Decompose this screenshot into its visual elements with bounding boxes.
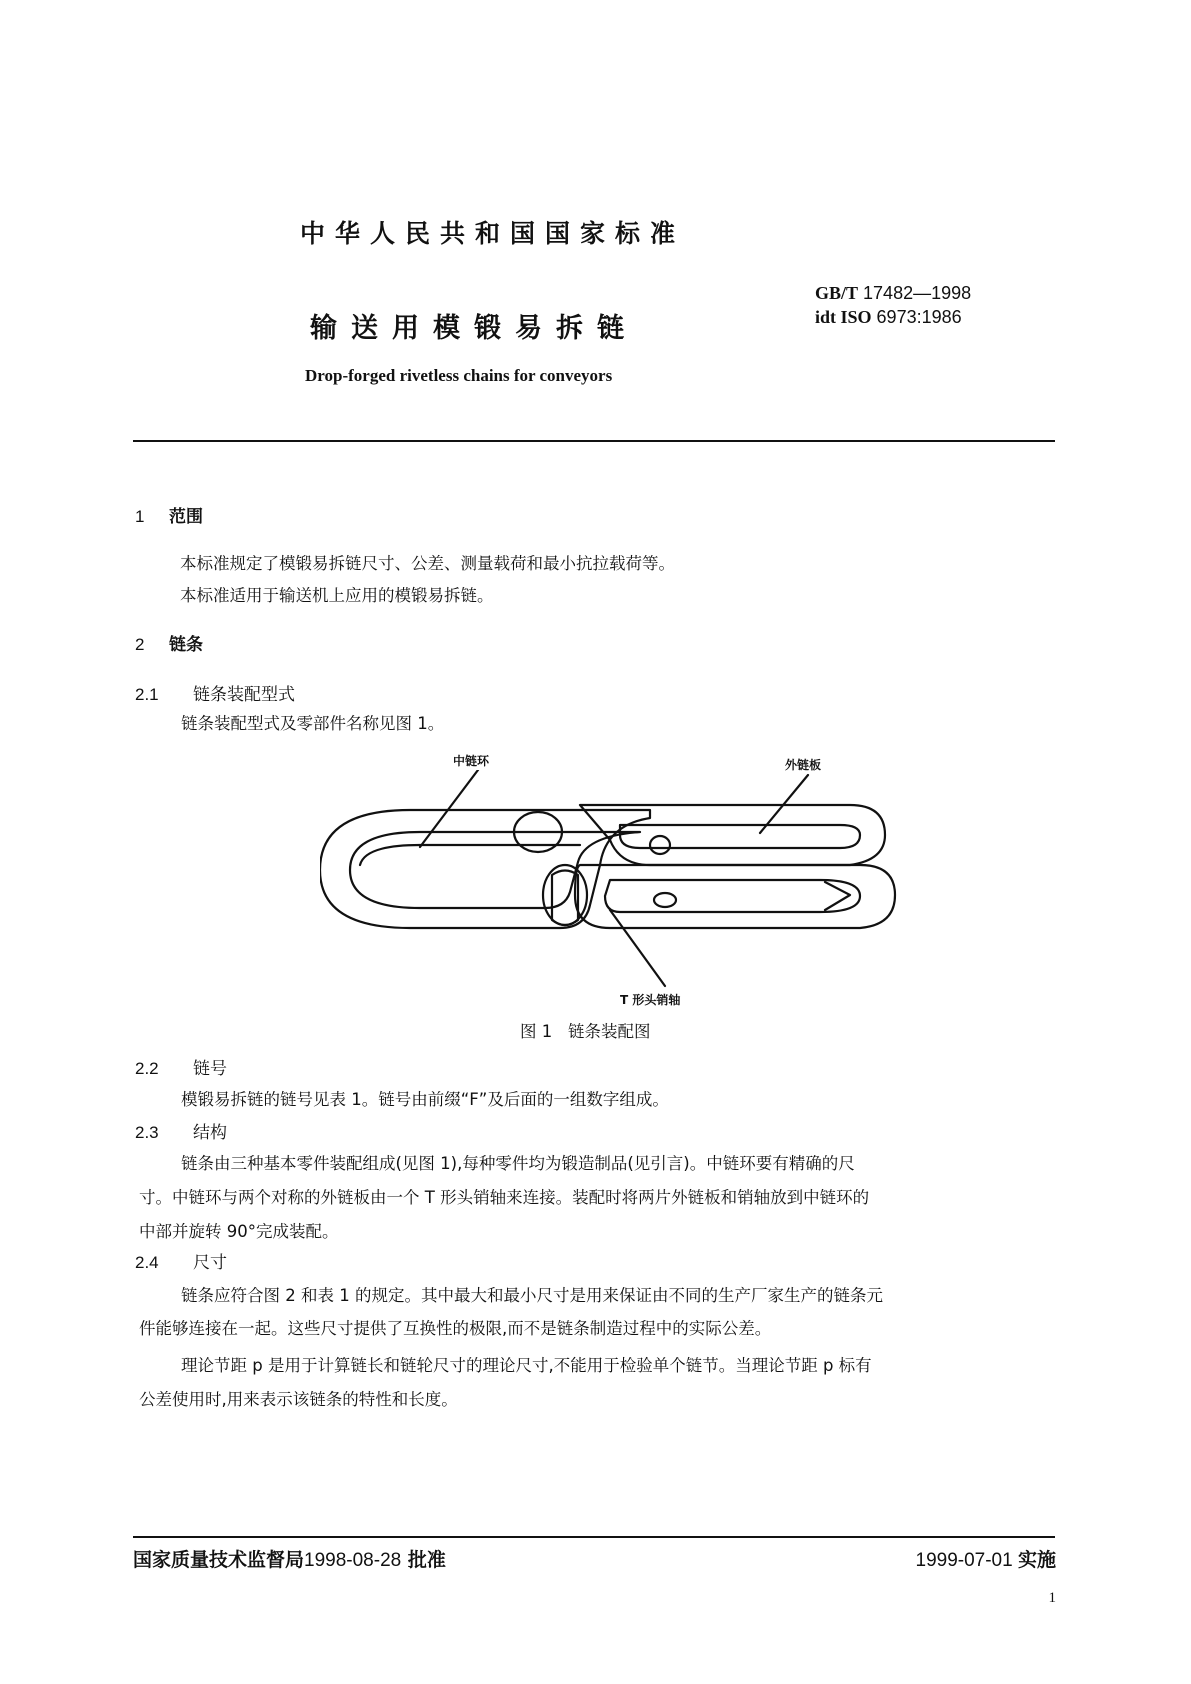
footer-effective — [916, 1545, 1057, 1572]
pin-hole-front — [654, 893, 676, 907]
t-head-pin — [543, 865, 587, 925]
national-standard-heading: 中华人民共和国国家标准 — [300, 219, 686, 248]
section-1-title: 范围 — [169, 507, 203, 527]
section-2-4-line-3: 理论节距 p 是用于计算链长和链轮尺寸的理论尺寸,不能用于检验单个链节。当理论节距 p 标有 — [181, 1356, 872, 1375]
section-2-title: 链条 — [169, 635, 203, 655]
outer-plate-back — [580, 805, 885, 865]
section-2-heading — [135, 630, 203, 655]
section-2-number: 2 — [135, 635, 145, 654]
outer-plate-front-slot — [605, 880, 860, 912]
figure-label-middle-link: 中链环 — [453, 754, 490, 768]
page-number: 1 — [1048, 1590, 1056, 1606]
section-1-number: 1 — [135, 507, 145, 526]
footer-effective-date: 1999-07-01 — [915, 1550, 1013, 1571]
header-divider — [133, 440, 1055, 442]
section-2-4-line-2: 件能够连接在一起。这些尺寸提供了互换性的极限,而不是链条制造过程中的实际公差。 — [139, 1319, 772, 1338]
section-2-4-heading — [135, 1248, 227, 1273]
footer-issuer: 国家质量技术监督局 — [133, 1549, 305, 1571]
section-2-2-heading — [135, 1054, 227, 1079]
figure-label-pin: T 形头销轴 — [620, 993, 681, 1007]
standard-number — [815, 281, 971, 305]
section-2-3-heading — [135, 1118, 227, 1143]
middle-link-inner-edge — [360, 845, 580, 865]
section-2-1-paragraph: 链条装配型式及零部件名称见图 1。 — [181, 714, 445, 733]
section-2-4-title: 尺寸 — [193, 1253, 227, 1273]
footer-approve-date: 1998-08-28 — [304, 1550, 402, 1571]
footer-divider — [133, 1536, 1055, 1538]
footer-approval — [133, 1545, 446, 1572]
section-2-2-title: 链号 — [193, 1059, 227, 1079]
idt-reference — [815, 305, 971, 329]
section-2-4-line-1: 链条应符合图 2 和表 1 的规定。其中最大和最小尺寸是用来保证由不同的生产厂家生产的链条元 — [181, 1286, 883, 1305]
figure-1-title: 链条装配图 — [568, 1022, 651, 1041]
document-title-en: Drop-forged rivetless chains for conveyors — [305, 366, 613, 385]
section-2-1-title: 链条装配型式 — [193, 685, 295, 705]
section-2-3-line-3: 中部并旋转 90°完成装配。 — [139, 1222, 339, 1241]
footer-approve-word: 批准 — [407, 1549, 446, 1571]
chain-assembly-drawing — [320, 770, 900, 995]
footer-effective-word: 实施 — [1017, 1549, 1056, 1571]
document-title-cn: 输送用模锻易拆链 — [310, 313, 638, 344]
pin-hole-back — [650, 836, 670, 854]
figure-label-outer-plate: 外链板 — [785, 758, 822, 772]
figure-1-number: 图 1 — [520, 1022, 553, 1041]
section-2-3-line-1: 链条由三种基本零件装配组成(见图 1),每种零件均为锻造制品(见引言)。中链环要有精确的尺 — [181, 1154, 855, 1173]
idt-number: 6973:1986 — [876, 307, 962, 327]
section-2-3-line-2: 寸。中链环与两个对称的外链板由一个 T 形头销轴来连接。装配时将两片外链板和销轴放到中链环的 — [139, 1188, 870, 1207]
leader-line-middle-link — [420, 770, 478, 847]
section-2-4-number: 2.4 — [135, 1253, 159, 1272]
plate-tip-detail — [825, 882, 850, 910]
section-2-4-line-4: 公差使用时,用来表示该链条的特性和长度。 — [139, 1390, 458, 1409]
section-2-1-number: 2.1 — [135, 685, 159, 704]
section-1-heading — [135, 502, 203, 527]
section-2-3-title: 结构 — [193, 1123, 227, 1143]
standard-prefix: GB/T — [815, 283, 859, 303]
standard-code-block — [815, 281, 971, 329]
section-2-1-heading — [135, 680, 295, 705]
section-2-2-paragraph: 模锻易拆链的链号见表 1。链号由前缀“F”及后面的一组数字组成。 — [181, 1090, 669, 1109]
section-1-paragraph-2: 本标准适用于输送机上应用的模锻易拆链。 — [180, 586, 494, 605]
leader-line-pin — [610, 910, 665, 986]
middle-link-inner — [350, 832, 640, 908]
section-2-2-number: 2.2 — [135, 1059, 159, 1078]
idt-prefix: idt ISO — [815, 307, 872, 327]
section-2-3-number: 2.3 — [135, 1123, 159, 1142]
standard-number-value: 17482—1998 — [863, 283, 972, 303]
figure-1-caption — [520, 1018, 651, 1042]
section-1-paragraph-1: 本标准规定了模锻易拆链尺寸、公差、测量载荷和最小抗拉载荷等。 — [180, 554, 675, 573]
